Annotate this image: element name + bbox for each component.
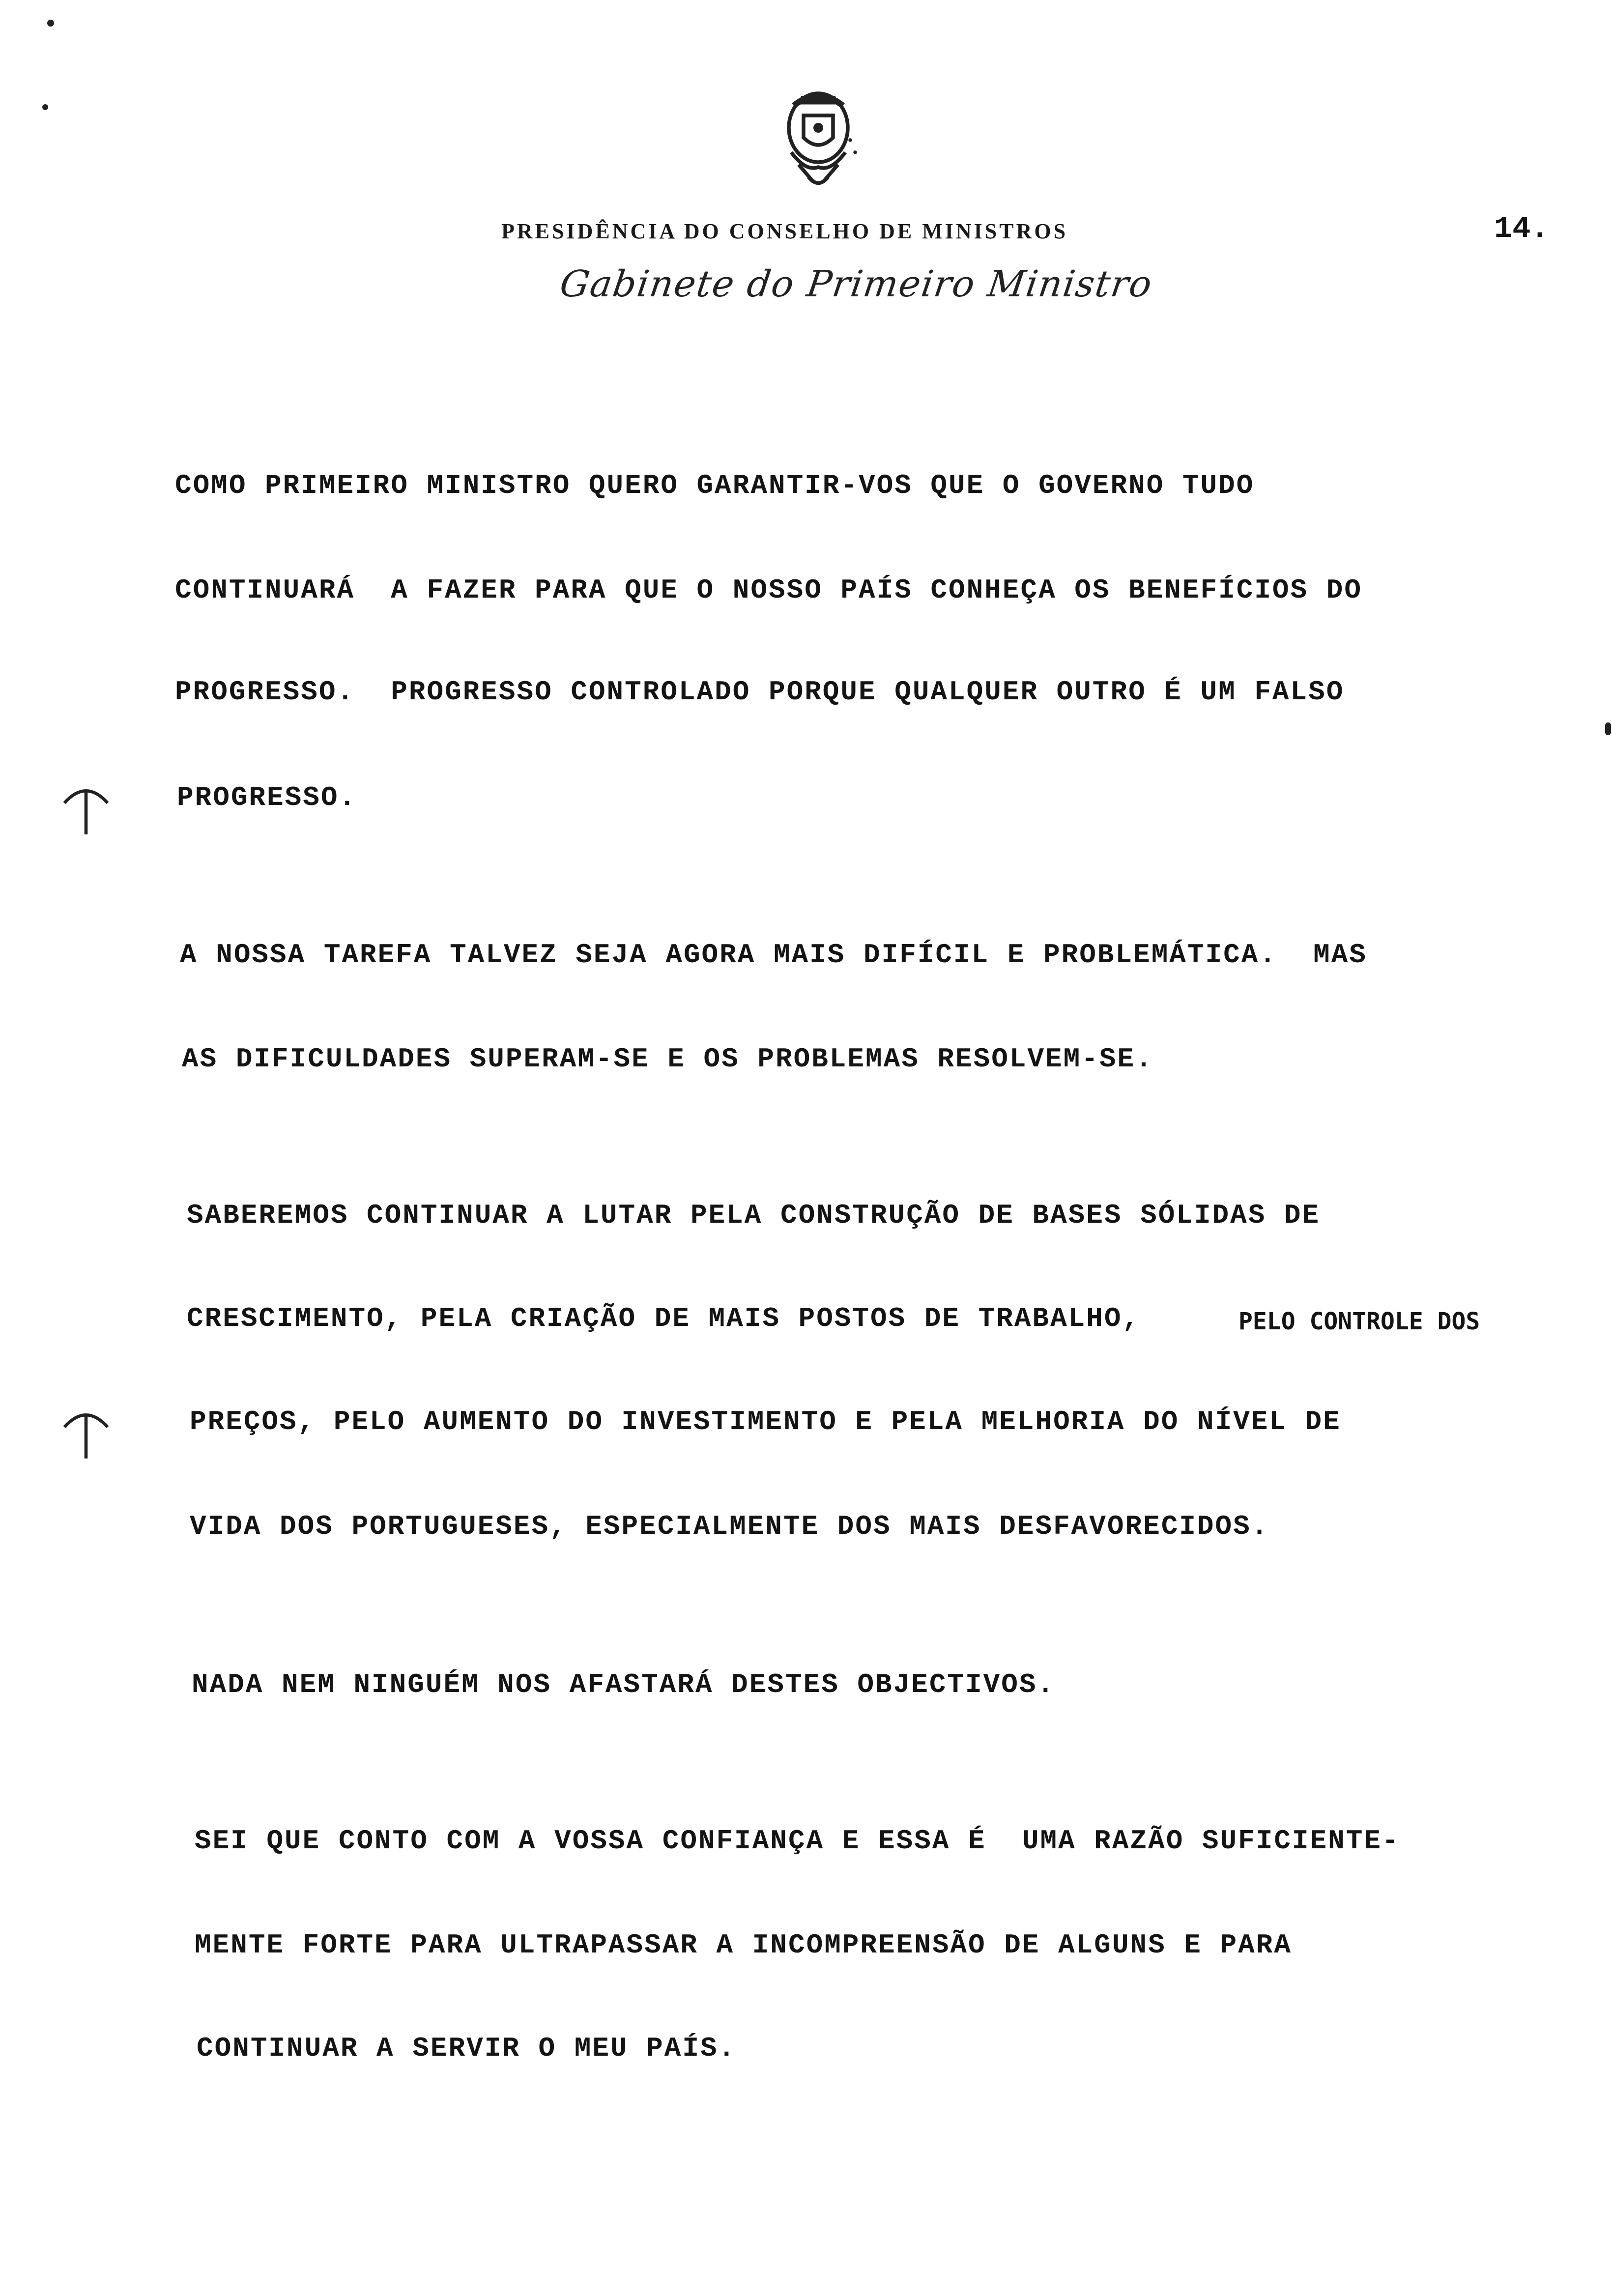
body-line: MENTE FORTE PARA ULTRAPASSAR A INCOMPREENSÃO DE ALGUNS E PARA bbox=[195, 1929, 1292, 1961]
coat-of-arms-emblem-icon bbox=[757, 79, 880, 201]
body-line: SEI QUE CONTO COM A VOSSA CONFIANÇA E ESSA É UMA RAZÃO SUFICIENTE- bbox=[195, 1825, 1400, 1857]
body-line: SABEREMOS CONTINUAR A LUTAR PELA CONSTRUÇÃO DE BASES SÓLIDAS DE bbox=[187, 1200, 1321, 1231]
body-line: VIDA DOS PORTUGUESES, ESPECIALMENTE DOS MAIS DESFAVORECIDOS. bbox=[190, 1511, 1269, 1542]
scan-dot bbox=[1605, 722, 1611, 735]
body-line: COMO PRIMEIRO MINISTRO QUERO GARANTIR-VOS QUE O GOVERNO TUDO bbox=[175, 470, 1255, 501]
body-line: CONTINUAR A SERVIR O MEU PAÍS. bbox=[197, 2033, 737, 2064]
body-line: NADA NEM NINGUÉM NOS AFASTARÁ DESTES OBJECTIVOS. bbox=[192, 1669, 1056, 1700]
cabinet-handwritten-subtitle: Gabinete do Primeiro Ministro bbox=[557, 263, 1155, 305]
margin-mark-icon bbox=[59, 1406, 113, 1460]
body-line: AS DIFICULDADES SUPERAM-SE E OS PROBLEMAS RESOLVEM-SE. bbox=[182, 1043, 1153, 1075]
body-line: CONTINUARÁ A FAZER PARA QUE O NOSSO PAÍS CONHEÇA OS BENEFÍCIOS DO bbox=[175, 574, 1362, 606]
scan-dot bbox=[47, 20, 54, 27]
handwritten-insertion: PELO CONTROLE DOS bbox=[1238, 1308, 1480, 1335]
page-number: 14. bbox=[1494, 211, 1549, 246]
body-line: CRESCIMENTO, PELA CRIAÇÃO DE MAIS POSTOS DE TRABALHO, bbox=[187, 1303, 1141, 1334]
body-line: PREÇOS, PELO AUMENTO DO INVESTIMENTO E PELA MELHORIA DO NÍVEL DE bbox=[190, 1406, 1341, 1437]
body-line: PROGRESSO. PROGRESSO CONTROLADO PORQUE QUALQUER OUTRO É UM FALSO bbox=[175, 676, 1345, 708]
scan-dot bbox=[42, 104, 48, 110]
margin-mark-icon bbox=[59, 781, 113, 835]
body-line: PROGRESSO. bbox=[177, 782, 357, 813]
office-letterhead: PRESIDÊNCIA DO CONSELHO DE MINISTROS bbox=[501, 219, 1068, 243]
body-line: A NOSSA TAREFA TALVEZ SEJA AGORA MAIS DIFÍCIL E PROBLEMÁTICA. MAS bbox=[180, 939, 1367, 971]
